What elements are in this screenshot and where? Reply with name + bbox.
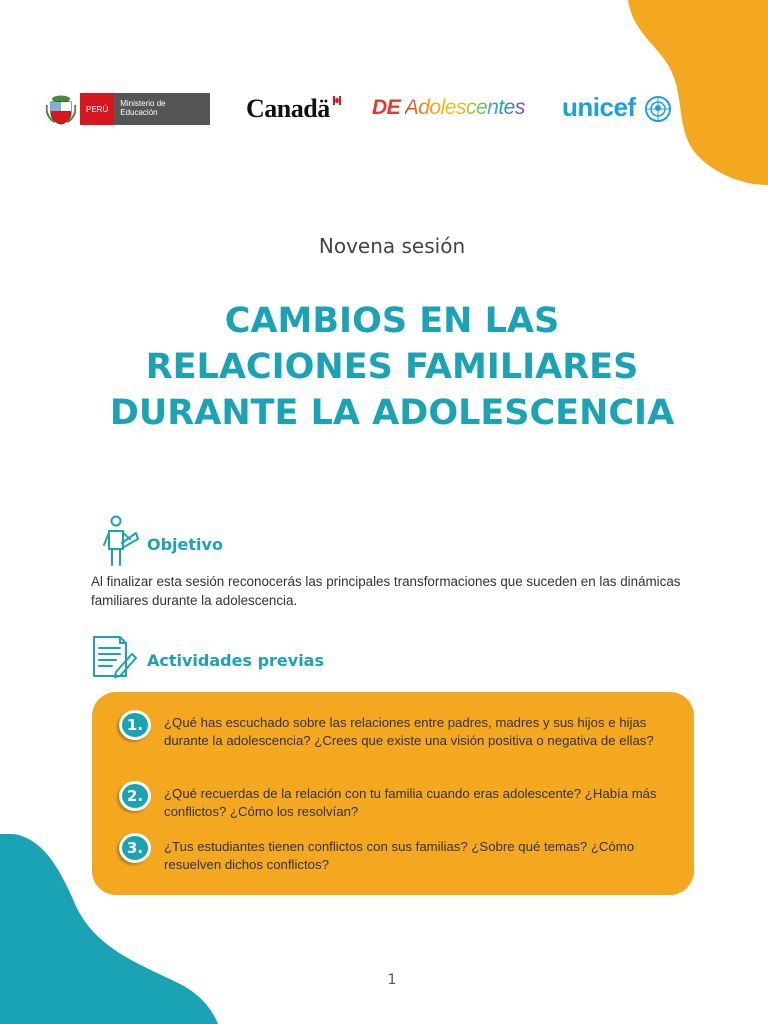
adolescentes-label: Adolescentes [404, 96, 525, 119]
peru-label: PERÚ [80, 93, 114, 125]
peru-ministry-logo [46, 93, 210, 125]
activity-question-3: ¿Tus estudiantes tienen conflictos con sus familias? ¿Sobre qué temas? ¿Cómo resuelven dichos conflictos? [164, 839, 635, 872]
item-number-badge: 3. [119, 833, 151, 863]
page-number: 1 [387, 972, 397, 988]
activity-question-1: ¿Qué has escuchado sobre las relaciones entre padres, madres y sus hijos e hijas durante la adolescencia? ¿Crees que existe una visión positiva o negativa de ellas? [164, 715, 654, 748]
unicef-emblem-icon [644, 95, 672, 123]
teacher-icon [100, 515, 140, 567]
canada-wordmark: Canadä [246, 94, 330, 123]
activities-box [92, 692, 694, 895]
title-line-3: DURANTE LA ADOLESCENCIA [109, 393, 675, 433]
peru-coat-of-arms-icon [46, 93, 76, 125]
item-number-badge: 1. [119, 710, 151, 740]
unicef-wordmark: unicef [562, 92, 636, 122]
activity-question-2: ¿Qué recuerdas de la relación con tu familia cuando eras adolescente? ¿Había más conflictos? ¿Cómo los resolvían? [164, 786, 657, 819]
ministry-label: Ministerio de Educación [114, 93, 210, 125]
actividades-heading: Actividades previas [147, 651, 324, 670]
item-number-badge: 2. [119, 781, 151, 811]
canada-flag-icon [333, 96, 341, 105]
title-line-1: CAMBIOS EN LAS [224, 301, 560, 341]
page-title [0, 298, 768, 436]
session-label: Novena sesión [318, 234, 466, 258]
objetivo-heading: Objetivo [147, 535, 223, 554]
de-label: DE [372, 96, 401, 119]
title-line-2: RELACIONES FAMILIARES [145, 347, 639, 387]
objetivo-text: Al finalizar esta sesión reconocerás las principales transformaciones que suceden en las dinámicas familiares durante la adolescencia. [91, 574, 681, 608]
de-adolescentes-logo [372, 96, 525, 120]
logo-bar [46, 88, 726, 132]
document-pen-icon [90, 634, 138, 680]
